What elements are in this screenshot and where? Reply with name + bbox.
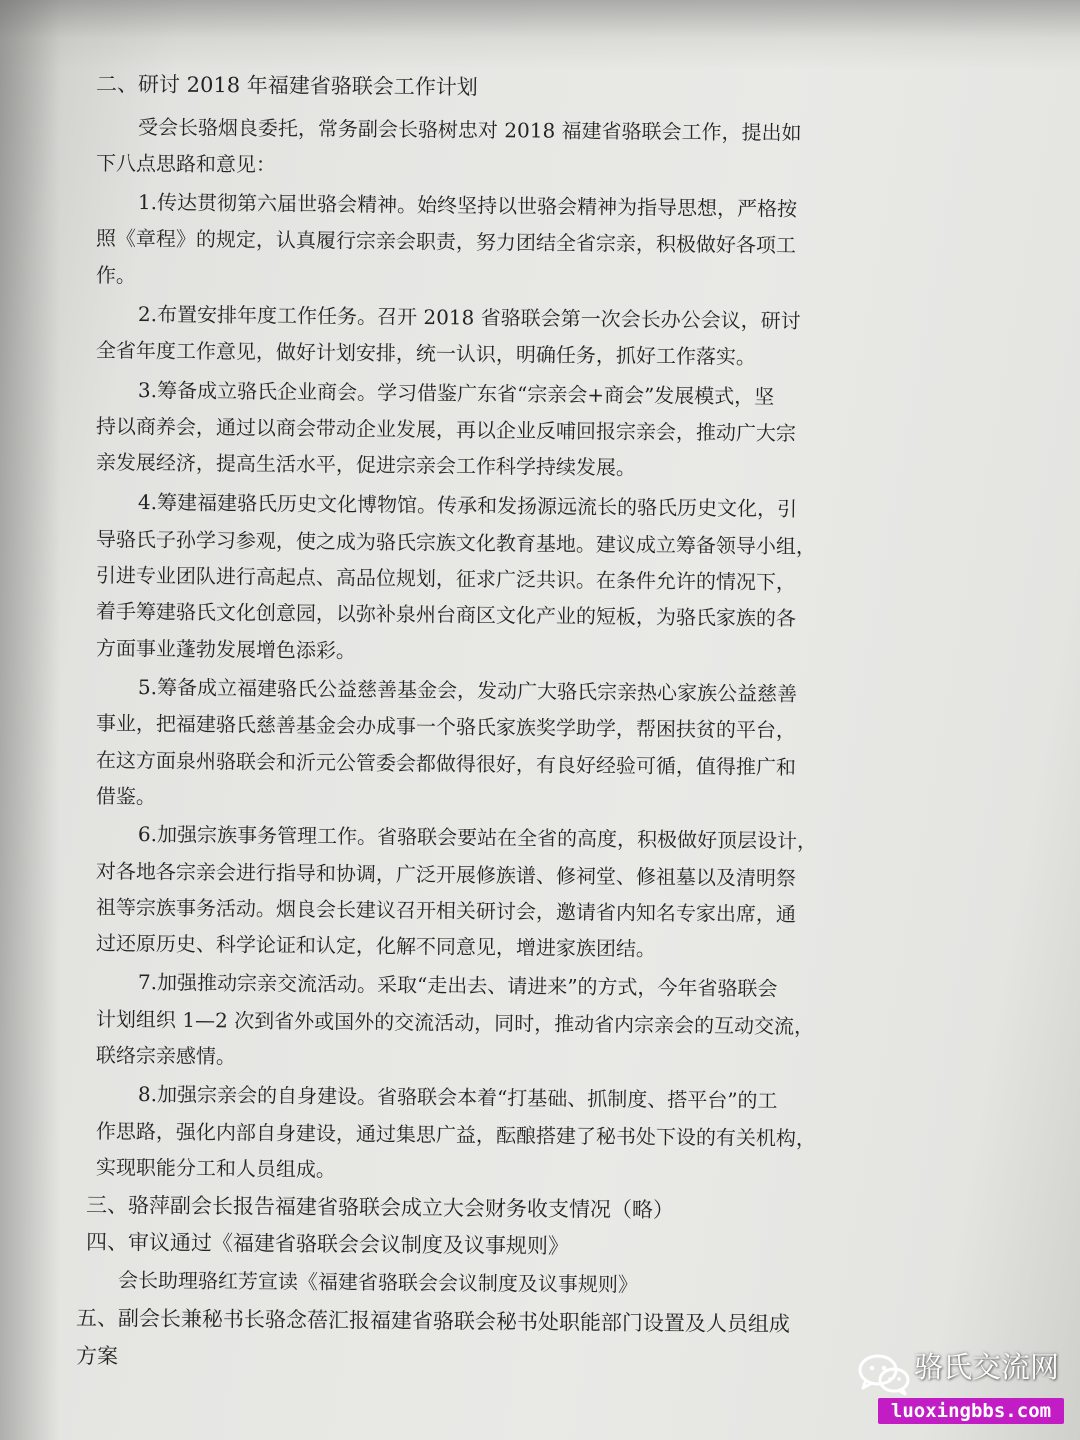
list-item-line: 事业，把福建骆氏慈善基金会办成事一个骆氏家族奖学助学，帮困扶贫的平台， — [95, 711, 797, 743]
section-heading: 二、研讨 2018 年福建省骆联会工作计划 — [95, 72, 478, 100]
list-item-line: 实现职能分工和人员组成。 — [95, 1155, 337, 1182]
list-item-line: 亲发展经济，提高生活水平，促进宗亲会工作科学持续发展。 — [95, 450, 637, 480]
watermark-site-name: 骆氏交流网 — [914, 1350, 1060, 1384]
list-item-line: 作思路，强化内部自身建设，通过集思广益，酝酿搭建了秘书处下设的有关机构， — [95, 1119, 817, 1151]
page-shadow-left — [0, 0, 60, 1440]
list-item-line: 全省年度工作意见，做好计划安排，统一认识，明确任务，抓好工作落实。 — [95, 338, 757, 369]
list-item-line: 过还原历史、科学论证和认定，化解不同意见，增进家族团结。 — [95, 931, 657, 961]
list-item-line: 6.加强宗族事务管理工作。省骆联会要站在全省的高度，积极做好顶层设计， — [137, 822, 818, 854]
paragraph-line: 会长助理骆红芳宣读《福建省骆联会会议制度及议事规则》 — [117, 1268, 639, 1297]
list-item-line: 着手筹建骆氏文化创意园，以弥补泉州台商区文化产业的短板，为骆氏家族的各 — [95, 599, 797, 631]
list-item-line: 方面事业蓬勃发展增色添彩。 — [95, 636, 357, 663]
list-item-line: 照《章程》的规定，认真履行宗亲会职责，努力团结全省宗亲，积极做好各项工 — [95, 226, 797, 258]
section-heading: 方案 — [75, 1344, 119, 1369]
list-item-line: 引进专业团队进行高起点、高品位规划，征求广泛共识。在条件允许的情况下， — [95, 563, 797, 595]
list-item-line: 导骆氏子孙学习参观，使之成为骆氏宗族文化教育基地。建议成立筹备领导小组， — [95, 527, 817, 559]
list-item-line: 持以商养会，通过以商会带动企业发展，再以企业反哺回报宗亲会，推动广大宗 — [95, 414, 797, 446]
list-item-line: 计划组织 1—2 次到省外或国外的交流活动，同时，推动省内宗亲会的互动交流， — [95, 1007, 815, 1039]
paragraph-line: 受会长骆烟良委托，常务副会长骆树忠对 2018 福建省骆联会工作，提出如 — [137, 115, 802, 145]
section-heading: 五、副会长兼秘书长骆念蓓汇报福建省骆联会秘书处职能部门设置及人员组成 — [75, 1306, 791, 1337]
list-item-line: 5.筹备成立福建骆氏公益慈善基金会，发动广大骆氏宗亲热心家族公益慈善 — [137, 675, 798, 706]
list-item-line: 2.布置安排年度工作任务。召开 2018 省骆联会第一次会长办公会议，研讨 — [137, 302, 801, 333]
wechat-icon — [856, 1352, 912, 1396]
list-item-line: 对各地各宗亲会进行指导和协调，广泛开展修族谱、修祠堂、修祖墓以及清明祭 — [95, 859, 797, 891]
list-item-line: 作。 — [95, 263, 137, 288]
list-item-line: 4.筹建福建骆氏历史文化博物馆。传承和发扬源远流长的骆氏历史文化，引 — [137, 490, 798, 521]
section-heading: 三、骆萍副会长报告福建省骆联会成立大会财务收支情况（略） — [85, 1193, 675, 1223]
list-item-line: 1.传达贯彻第六届世骆会精神。始终坚持以世骆会精神为指导思想，严格按 — [137, 190, 798, 221]
list-item-line: 7.加强推动宗亲交流活动。采取“走出去、请进来”的方式，今年省骆联会 — [137, 970, 778, 1001]
list-item-line: 8.加强宗亲会的自身建设。省骆联会本着“打基础、抓制度、搭平台”的工 — [137, 1082, 778, 1113]
list-item-line: 3.筹备成立骆氏企业商会。学习借鉴广东省“宗亲会+商会”发展模式，坚 — [137, 378, 775, 409]
watermark — [856, 1340, 1066, 1430]
watermark-url: luoxingbbs.com — [878, 1398, 1064, 1424]
page-shadow-top — [0, 0, 1080, 70]
section-heading: 四、审议通过《福建省骆联会会议制度及议事规则》 — [85, 1230, 570, 1259]
list-item-line: 借鉴。 — [95, 784, 157, 809]
list-item-line: 联络宗亲感情。 — [95, 1043, 237, 1069]
list-item-line: 在这方面泉州骆联会和沂元公管委会都做得很好，有良好经验可循，值得推广和 — [95, 748, 797, 780]
paragraph-line: 下八点思路和意见： — [95, 151, 277, 177]
list-item-line: 祖等宗族事务活动。烟良会长建议召开相关研讨会，邀请省内知名专家出席，通 — [95, 895, 797, 927]
